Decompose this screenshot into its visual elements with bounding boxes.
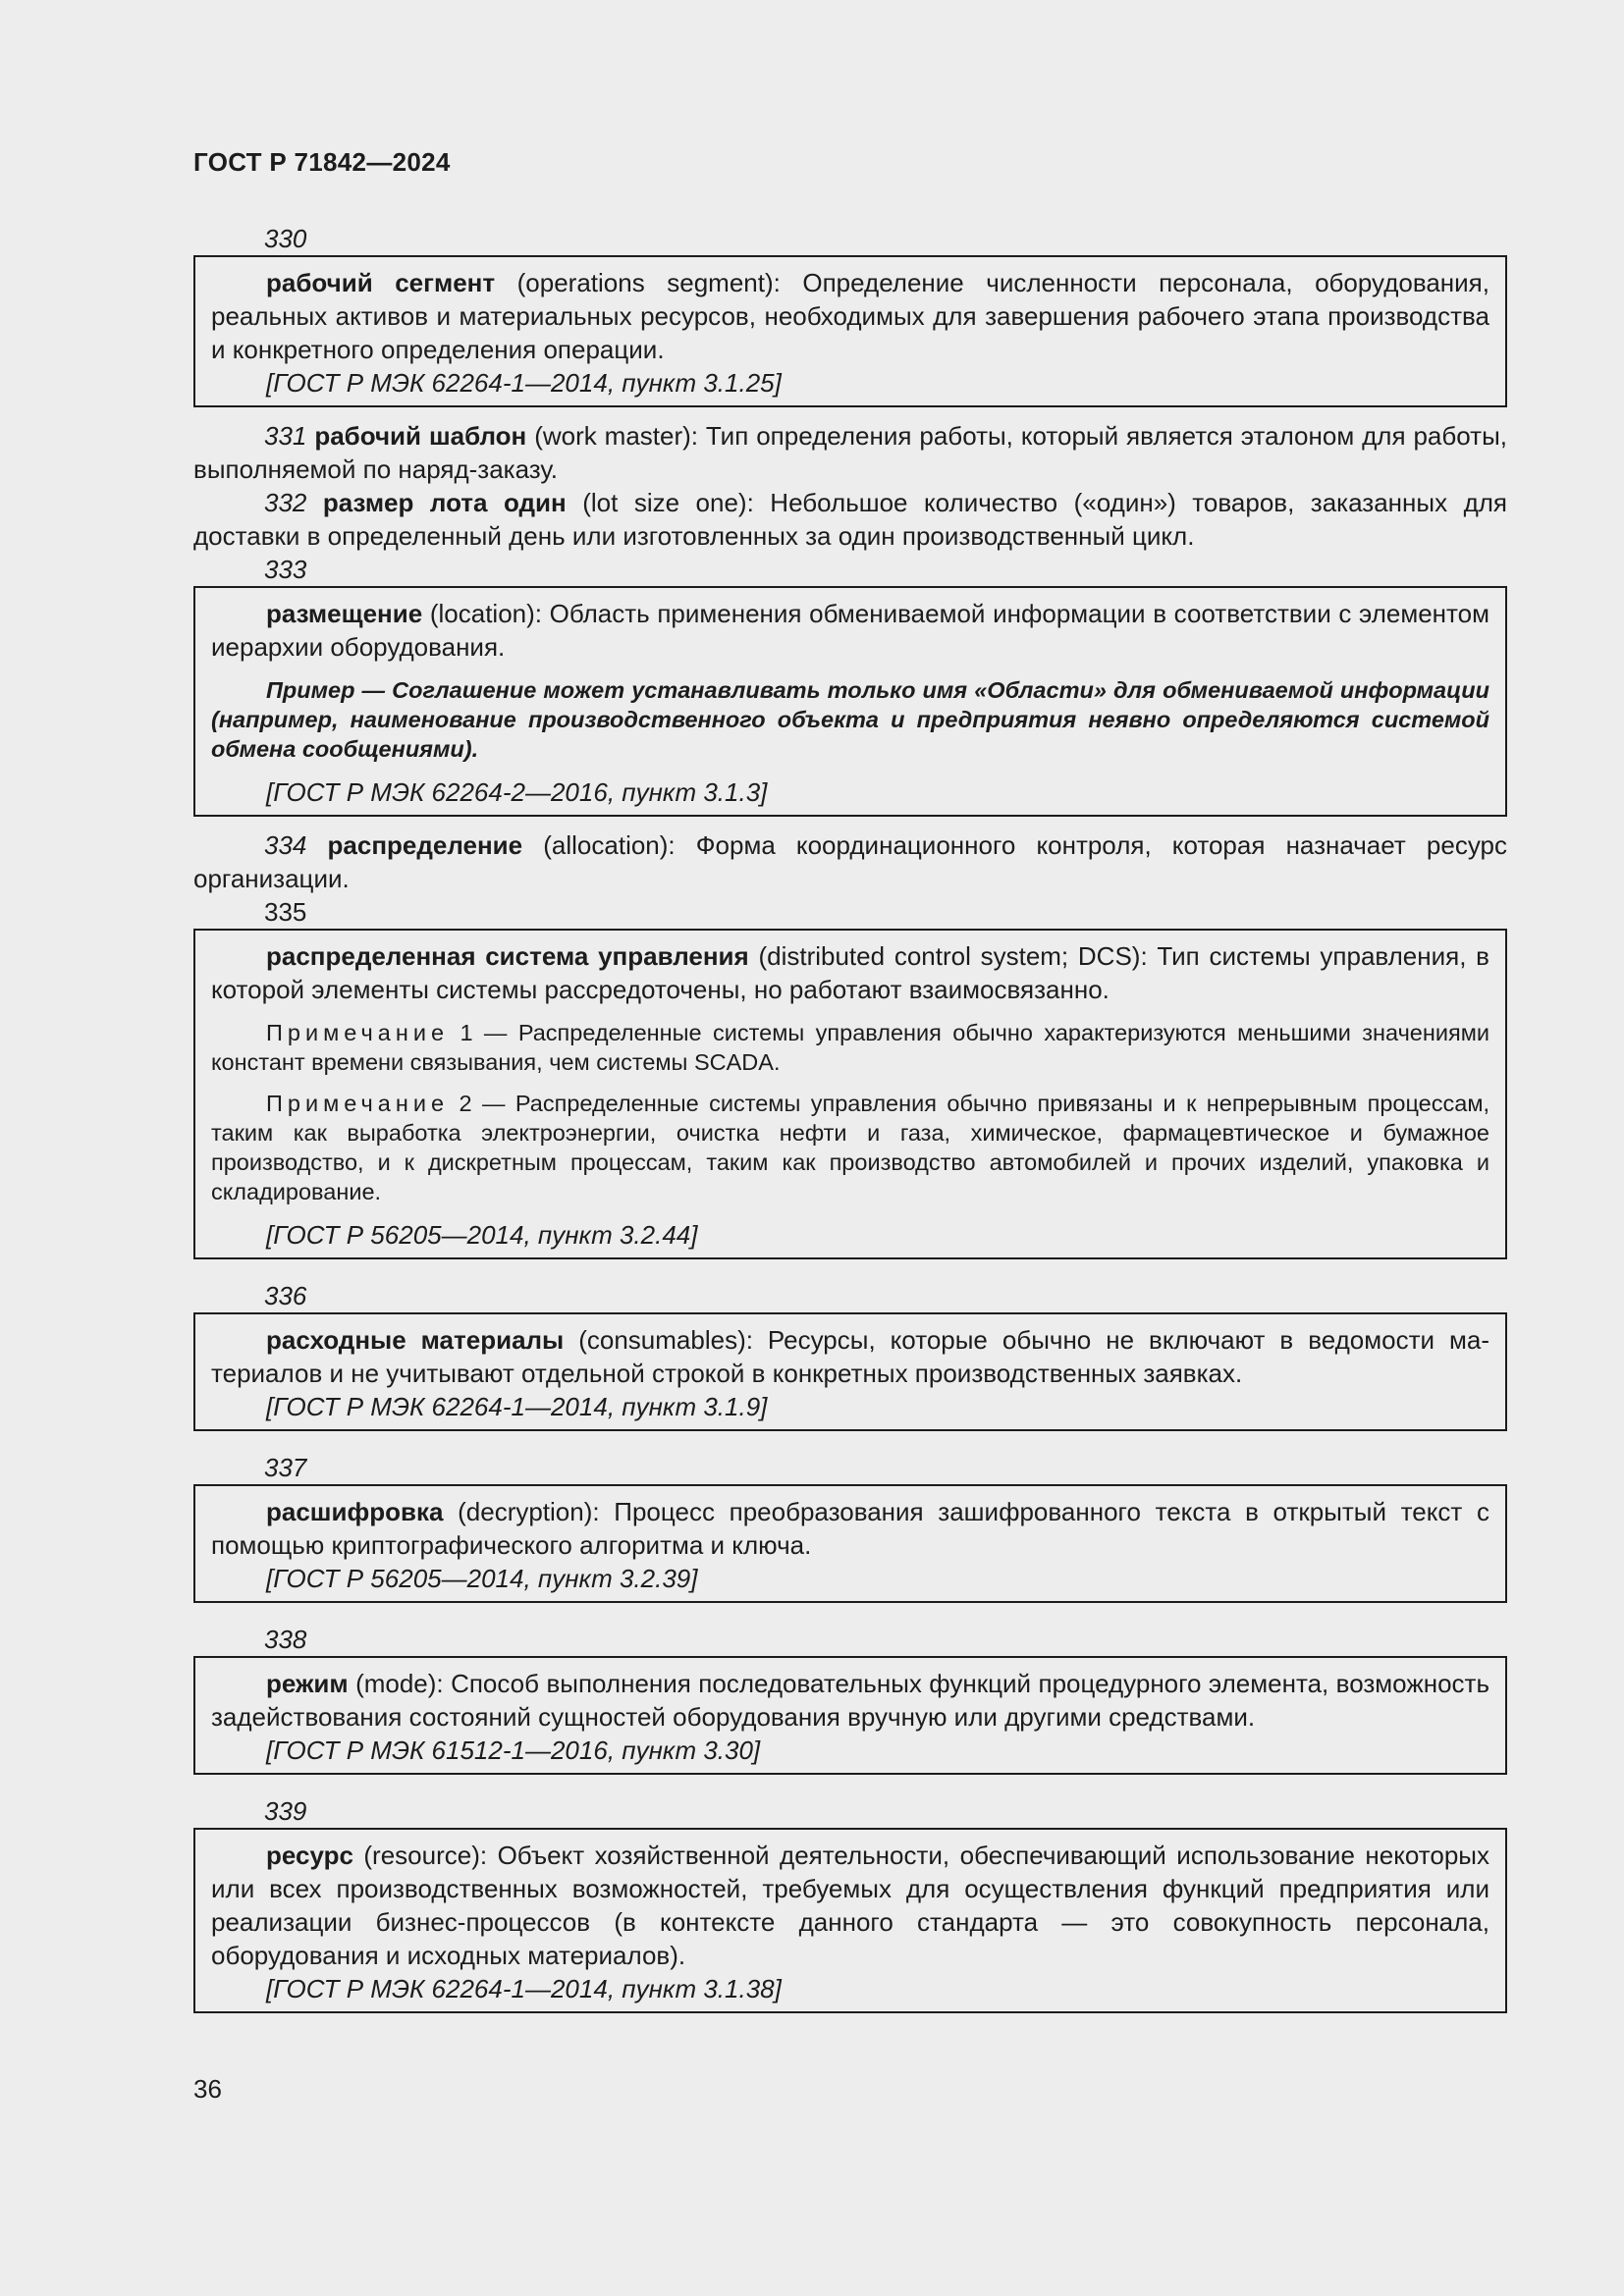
term-number: 336 <box>264 1281 307 1310</box>
term-box-338 <box>193 1656 1507 1775</box>
term-331: 331 рабочий шаблон (work master): Тип определения работы, который является эталоном для работы, выполняемой по наряд-заказу. <box>193 421 1507 484</box>
term-332: 332 размер лота один (lot size one): Небольшое количество («один») товаров, заказанных для доставки в определенный день или изготовленных за один производственный цикл. <box>193 488 1507 551</box>
term-name: ресурс <box>266 1841 353 1870</box>
term-box-335 <box>193 929 1507 1259</box>
terms-section <box>193 222 1507 2013</box>
term-box-333 <box>193 586 1507 817</box>
term-name: расшифровка <box>266 1497 444 1526</box>
term-name: распределенная система управления <box>266 941 749 971</box>
term-name: расходные материалы <box>266 1325 565 1355</box>
term-note-1: Примечание 1 — Распределенные системы управления обычно характеризуются меньшими значениями констант времени связывания, чем системы SCADA. <box>211 1020 1489 1075</box>
term-number: 338 <box>264 1625 307 1654</box>
term-box-330 <box>193 255 1507 407</box>
term-definition: размещение (location): Область применения обмениваемой информации в соответствии с элементом иерархии оборудования. <box>211 599 1489 662</box>
term-box-339 <box>193 1828 1507 2013</box>
term-name: рабочий шаблон <box>314 421 527 451</box>
plain-terms <box>193 419 1507 553</box>
document-header: ГОСТ Р 71842—2024 <box>193 147 451 177</box>
term-source: [ГОСТ Р МЭК 62264-1—2014, пункт 3.1.9] <box>266 1392 768 1421</box>
term-example: Пример — Соглашение может устанавливать только имя «Области» для обмениваемой информации (например, наименование производственного объекта и предприятия неявно определяются системой обмена сообщениями). <box>211 677 1489 762</box>
page-number: 36 <box>193 2074 222 2104</box>
term-number: 339 <box>264 1796 307 1826</box>
term-name: рабочий сегмент <box>266 268 496 297</box>
term-source: [ГОСТ Р МЭК 62264-1—2014, пункт 3.1.38] <box>266 1974 782 2003</box>
term-334: 334 распределение (allocation): Форма координационного контроля, которая назначает ресурс организации. <box>193 830 1507 893</box>
term-definition: режим (mode): Способ выполнения последовательных функций процедурного элемента, возможность задействования состояний сущностей оборудования вручную или другими средствами. <box>211 1669 1489 1732</box>
term-name: распределение <box>327 830 523 860</box>
term-box-336 <box>193 1312 1507 1431</box>
term-source: [ГОСТ Р 56205—2014, пункт 3.2.39] <box>266 1564 698 1593</box>
term-source: [ГОСТ Р МЭК 61512-1—2016, пункт 3.30] <box>266 1735 761 1765</box>
term-definition: рабочий сегмент (operations segment): Определение численности персонала, оборудования, реальных активов и материальных ресурсов, необходимых для завершения рабочего этапа производства и конкретного определения операции. <box>211 268 1489 364</box>
term-definition: ресурс (resource): Объект хозяйственной деятельности, обеспечивающий использование некоторых или всех производственных возможностей, требуемых для осуществления функций предприятия или реализации бизнес-процессов (в контексте данного стандарта — это совокупность персонала, оборудования и исходных материалов). <box>211 1841 1489 1970</box>
term-name: размер лота один <box>322 488 567 517</box>
term-note-2: Примечание 2 — Распределенные системы управления обычно привязаны и к непрерывным процессам, таким как выработка электроэнергии, очистка нефти и газа, химическое, фармацевтическое и бумажное производство, и к дискретным процессам, таким как производство автомобилей и прочих изделий, упаковка и складирование. <box>211 1091 1489 1204</box>
term-number: 335 <box>264 897 307 927</box>
term-definition: расшифровка (decryption): Процесс преобразования зашифрованного текста в открытый текст с помощью криптографического алгоритма и ключа. <box>211 1497 1489 1560</box>
term-name: режим <box>266 1669 349 1698</box>
plain-terms <box>193 828 1507 895</box>
term-source: [ГОСТ Р 56205—2014, пункт 3.2.44] <box>266 1220 698 1250</box>
term-number: 330 <box>264 224 307 253</box>
term-name: размещение <box>266 599 423 628</box>
term-definition: расходные материалы (consumables): Ресурсы, которые обычно не включают в ведомости материалов и не учитывают отдельной строкой в конкретных производственных заявках. <box>211 1325 1489 1388</box>
term-number: 333 <box>264 555 307 584</box>
term-number: 337 <box>264 1453 307 1482</box>
term-definition: распределенная система управления (distributed control system; DCS): Тип системы управления, в которой элементы системы рассредоточены, но работают взаимосвязанно. <box>211 941 1489 1004</box>
term-box-337 <box>193 1484 1507 1603</box>
term-source: [ГОСТ Р МЭК 62264-1—2014, пункт 3.1.25] <box>266 368 782 398</box>
term-source: [ГОСТ Р МЭК 62264-2—2016, пункт 3.1.3] <box>266 777 768 807</box>
